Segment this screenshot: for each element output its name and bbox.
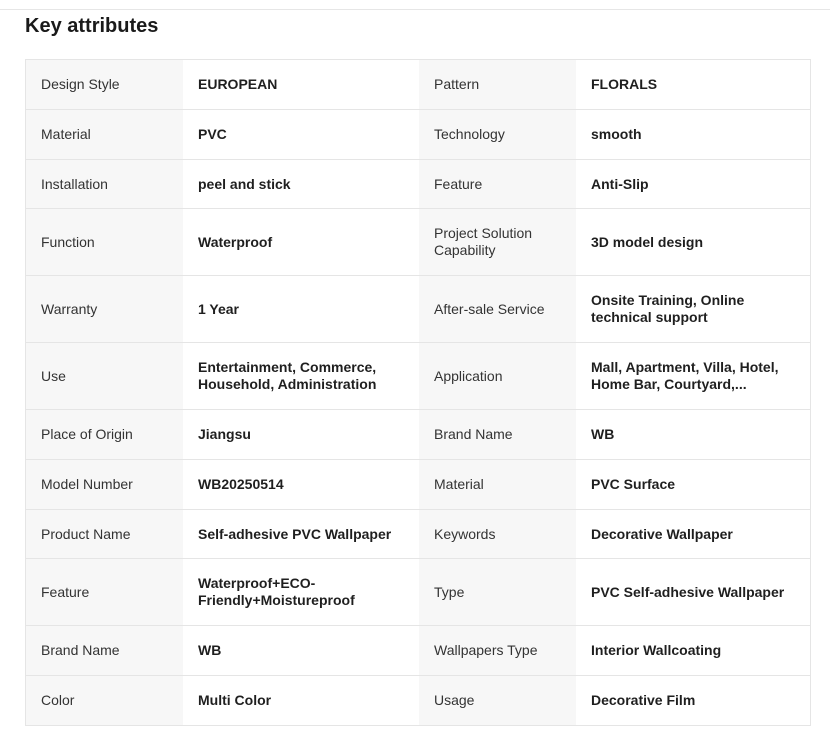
attribute-name: Installation	[26, 160, 183, 208]
attribute-name: Place of Origin	[26, 410, 183, 459]
attribute-name: Feature	[26, 559, 183, 625]
attribute-value: Decorative Film	[576, 676, 810, 725]
attribute-value: WB	[576, 410, 810, 459]
attribute-value: Anti-Slip	[576, 160, 810, 208]
attribute-value: Waterproof+ECO-Friendly+Moistureproof	[183, 559, 419, 625]
attribute-value: EUROPEAN	[183, 60, 419, 109]
attribute-name: Color	[26, 676, 183, 725]
attribute-value: Waterproof	[183, 209, 419, 275]
attribute-value: PVC Self-adhesive Wallpaper	[576, 559, 810, 625]
attribute-value: 1 Year	[183, 276, 419, 342]
table-row	[26, 209, 810, 276]
table-row	[26, 559, 810, 626]
table-row	[26, 110, 810, 160]
attribute-value: Jiangsu	[183, 410, 419, 459]
attribute-name: Use	[26, 343, 183, 409]
attribute-value: Decorative Wallpaper	[576, 510, 810, 558]
attribute-name: Feature	[419, 160, 576, 208]
attribute-name: Pattern	[419, 60, 576, 109]
table-row	[26, 510, 810, 559]
attribute-value: Onsite Training, Online technical support	[576, 276, 810, 342]
attribute-name: Material	[419, 460, 576, 509]
attribute-name: Wallpapers Type	[419, 626, 576, 675]
table-row	[26, 276, 810, 343]
attribute-name: Keywords	[419, 510, 576, 558]
attribute-name: Material	[26, 110, 183, 159]
table-row	[26, 676, 810, 725]
attribute-name: Brand Name	[26, 626, 183, 675]
attribute-value: PVC	[183, 110, 419, 159]
attribute-value: FLORALS	[576, 60, 810, 109]
attribute-name: Usage	[419, 676, 576, 725]
key-attributes-table	[25, 59, 811, 726]
attribute-value: Multi Color	[183, 676, 419, 725]
table-row	[26, 343, 810, 410]
table-row	[26, 60, 810, 110]
attribute-value: WB	[183, 626, 419, 675]
attribute-name: Application	[419, 343, 576, 409]
attribute-name: Technology	[419, 110, 576, 159]
attribute-value: WB20250514	[183, 460, 419, 509]
attribute-value: Interior Wallcoating	[576, 626, 810, 675]
attribute-name: Design Style	[26, 60, 183, 109]
attribute-name: Warranty	[26, 276, 183, 342]
attribute-value: PVC Surface	[576, 460, 810, 509]
attribute-name: Brand Name	[419, 410, 576, 459]
attribute-name: Project Solution Capability	[419, 209, 576, 275]
attribute-name: After-sale Service	[419, 276, 576, 342]
table-row	[26, 626, 810, 676]
table-row	[26, 460, 810, 510]
attribute-value: 3D model design	[576, 209, 810, 275]
attribute-value: Entertainment, Commerce, Household, Administration	[183, 343, 419, 409]
table-row	[26, 410, 810, 460]
attribute-value: smooth	[576, 110, 810, 159]
attribute-value: peel and stick	[183, 160, 419, 208]
attribute-value: Self-adhesive PVC Wallpaper	[183, 510, 419, 558]
top-divider	[0, 9, 830, 10]
attribute-name: Type	[419, 559, 576, 625]
attribute-value: Mall, Apartment, Villa, Hotel, Home Bar, Courtyard,...	[576, 343, 810, 409]
attribute-name: Product Name	[26, 510, 183, 558]
attribute-name: Model Number	[26, 460, 183, 509]
section-title: Key attributes	[25, 15, 159, 37]
table-row	[26, 160, 810, 209]
attribute-name: Function	[26, 209, 183, 275]
